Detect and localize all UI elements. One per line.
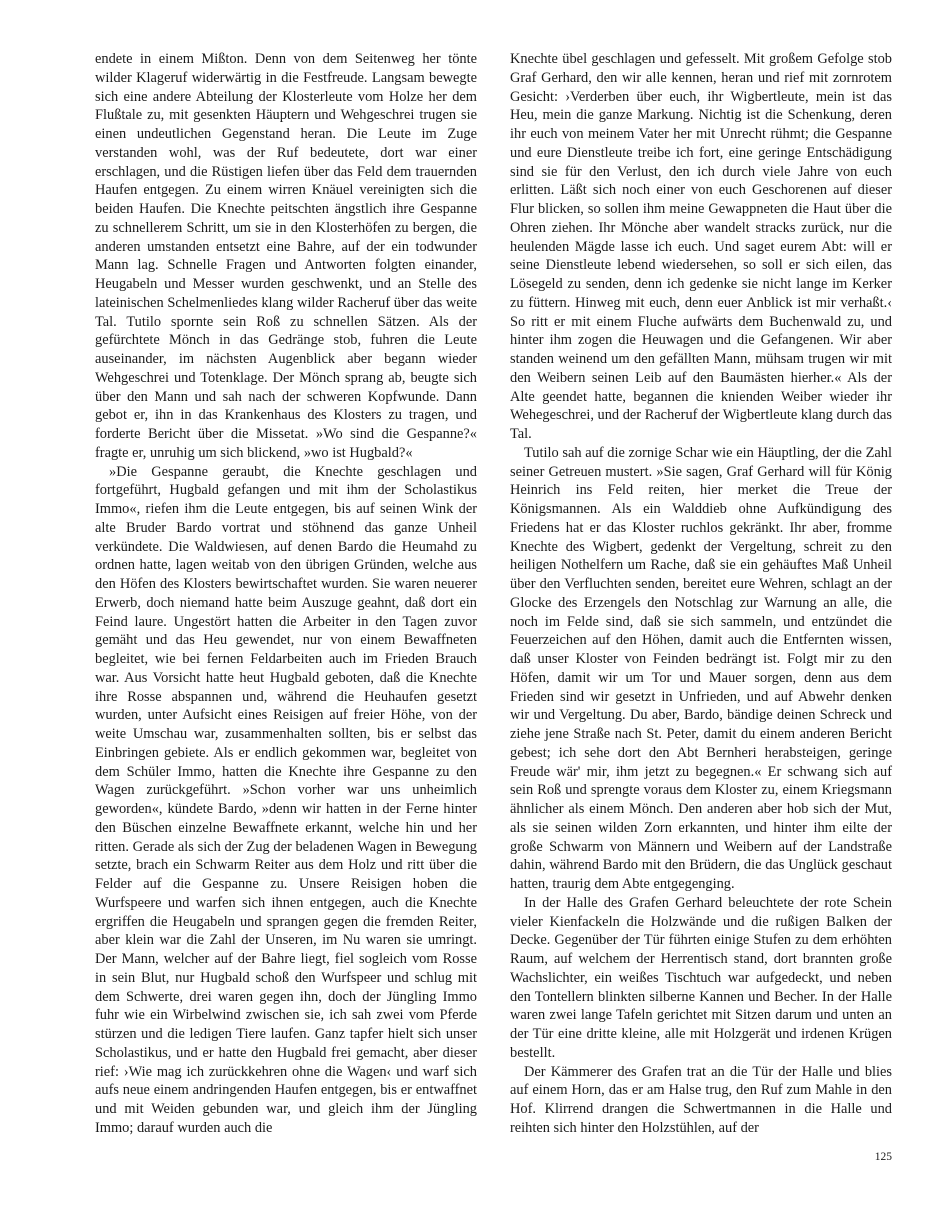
left-column [95,50,477,1138]
paragraph: Der Kämmerer des Grafen trat an die Tür der Halle und blies auf einem Horn, das er am Halse trug, den Ruf zum Mahle in den Hof. Klirrend drangen die Schwertmannen in die Halle und reihten sich hinter den Holzstühlen, auf der [510,1063,892,1136]
paragraph: Tutilo sah auf die zornige Schar wie ein Häuptling, der die Zahl seiner Getreuen mustert. »Sie sagen, Graf Gerhard will für König Heinrich ins Feld reiten, hier merket die Treue der Königsmannen. Als ein Walddieb ohne Aufkündigung des Friedens hat er das Kloster ruchlos gekränkt. Ihr aber, fromme Knechte des Wigbert, gedenkt der Vergeltung, schreit zu den heiligen Nothelfern um Rache, daß sie ein gehäuftes Maß Unheil über den Verfluchten senden, bereitet eure Wehren, schlagt an der Glocke des Erzengels den Notschlag zur Warnung an alle, die noch im Felde sind, daß sie sich sammeln, und entzündet die Feuerzeichen auf den Höhen, damit auch die Entfernten wissen, daß unser Kloster von Feinden bedrängt ist. Folgt mir zu den Höfen, damit wir um Tor und Mauer sorgen, denn aus dem Frieden sind wir gesetzt in Unfrieden, und auf Abwehr denken wir und Vergeltung. Du aber, Bardo, bändige deinen Schreck und ziehe jene Straße nach St. Peter, damit du einem anderen Bericht gebest; ich sehe dort den Abt Bernheri herabsteigen, geringe Freude wär' mir, ihm jetzt zu begegnen.« Er schwang sich auf sein Roß und sprengte voraus dem Kloster zu, einem Kriegsmann ähnlicher als einem Mönch. Den anderen aber hob sich der Mut, als sie seinen wilden Zorn erkannten, und hinter ihm eilte der große Schwarm von Männern und Weibern auf der Landstraße dahin, während Bardo mit den Brüdern, die das Unglück geschaut hatten, traurig dem Abte entgegenging. [510,444,892,892]
paragraph: Knechte übel geschlagen und gefesselt. Mit großem Gefolge stob Graf Gerhard, den wir alle kennen, heran und rief mit zornrotem Gesicht: ›Verderben über euch, ihr Wigbertleute, mein ist das Heu, mein die ganze Markung. Nichtig ist die Schenkung, deren ihr euch von meinem Vater her mit Unrecht rühmt; die Gespanne und eure Dienstleute treibe ich fort, eine geringe Entschädigung sind sie für den Verlust, den ich durch viele Jahre von euch erlitten. Läßt sich noch einer von euch Geschorenen auf dieser Flur blicken, so sollen ihm meine Gewappneten die Haut über die Ohren ziehen. Ihr Mönche aber wandelt stracks zurück, nur die heulenden Mägde lasse ich euch. Und saget eurem Abt: will er seine Dienstleute lebend wiedersehen, so soll er sich eilen, das Lösegeld zu senden, denn ich gedenke sie nicht lange im Kerker zu füttern. Hinweg mit euch, denn euer Anblick ist mir verhaßt.‹ So ritt er mit einem Fluche aufwärts dem Buchenwald zu, und hinter ihm zogen die Heuwagen und die Gefangenen. Wir aber standen weinend um den gefällten Mann, mühsam trugen wir mit den Weibern seinen Leib auf den Baumästen hierher.« Als der Alte geendet hatte, begannen die knienden Weiber wieder ihr Wehegeschrei, und der Racheruf der Wigbertleute klang durch das Tal. [510,51,892,442]
paragraph: endete in einem Mißton. Denn von dem Seitenweg her tönte wilder Klageruf widerwärtig in die Festfreude. Langsam bewegte sich eine andere Abteilung der Klosterleute vom Holze her dem Flußtale zu, mit gesenkten Häuptern und Wehgeschrei trugen sie einen undeutlichen Gegenstand heran. Die Leute im Zuge verstanden wohl, was der Ruf bedeutete, dort war einer erschlagen, und die Rüstigen liefen über das Feld dem trauernden Haufen entgegen. Zu einem wirren Knäuel vereinigten sich die beiden Haufen. Die Knechte peitschten ängstlich ihre Gespanne zu schnellerem Schritt, um sie in den Klosterhöfen zu bergen, die anderen umstanden entsetzt eine Bahre, auf der ein todwunder Mann lag. Schnelle Fragen und Antworten folgten einander, Heugabeln und Messer wurden geschwenkt, und an Stelle des lateinischen Schelmenliedes klang wilder Racheruf über das weite Tal. Tutilo spornte sein Roß zu schnellen Sätzen. Als der gefürchtete Mönch in das Gedränge stob, fuhren die Leute auseinander, im nächsten Augenblick aber begann wieder Wehgeschrei und Totenklage. Der Mönch sprang ab, beugte sich über den Mann und sah nach der schweren Kopfwunde. Dann gebot er, ihn in das Krankenhaus des Klosters zu tragen, und forderte Bericht über die Missetat. »Wo sind die Gespanne?« fragte er, unruhig um sich blickend, »wo ist Hugbald?« [95,51,477,461]
paragraph: »Die Gespanne geraubt, die Knechte geschlagen und fortgeführt, Hugbald gefangen und mit ihm der Scholastikus Immo«, riefen ihm die Leute entgegen, bis auf seinen Wink der alte Bruder Bardo vortrat und stöhnend das ganze Unheil verkündete. Die Waldwiesen, auf denen Bardo die Heumahd zu ordnen hatte, lagen weitab von den übrigen Gründen, welche aus den Höfen des Klosters bewirtschaftet wurden. Sie waren neuerer Erwerb, doch niemand hatte beim Auszuge geahnt, daß dort ein Feind laure. Ungestört hatten die Arbeiter in den Tagen zuvor gemäht und das Heu gewendet, nur von einem Bewaffneten begleitet, wie bei fernen Feldarbeiten auch im Frieden Brauch war. Aus Vorsicht hatte heut Hugbald geboten, daß die Knechte ihre Rosse abspannen und, während die Heuhaufen gesetzt wurden, unter Aufsicht eines Reisigen auf freier Höhe, von der weite Umschau war, zusammenhalten sollten, bis er selbst das Einbringen gebiete. Als er endlich gekommen war, begleitet von dem Schüler Immo, hatten die Knechte ihre Gespanne zu den Wagen zurückgeführt. »Schon vorher war uns unheimlich geworden«, kündete Bardo, »denn wir hatten in der Ferne hinter den Büschen einzelne Bewaffnete erkannt, welche hin und her ritten. Gerade als sich der Zug der beladenen Wagen in Bewegung setzte, brach ein Schwarm Reiter aus dem Holz und ritt über die Felder auf die Gespanne zu. Unsere Reisigen hoben die Wurfspeere und warfen sich ihnen entgegen, auch die Knechte ergriffen die Heugabeln und sprangen gegen die fremden Reiter, aber klein war die Zahl der Unseren, im Nu waren sie umringt. Der Mann, welcher auf der Bahre liegt, fiel sogleich vom Rosse in sein Blut, nur Hugbald schoß den Wurfspeer und schlug mit dem Schwerte, drei waren gegen ihn, doch der Jüngling Immo fuhr wie ein Wirbelwind zwischen sie, ich sah zwei vom Pferde stürzen und die ledigen Tiere laufen. Ganz tapfer hielt sich unser Scholastikus, und er hatte den Hugbald frei gemacht, aber dieser rief: ›Wie mag ich zurückkehren ohne die Wagen‹ und warf sich aufs neue einem andringenden Haufen entgegen, bis er entwaffnet und mit Weiden gebunden war, und gleich ihm der Jüngling Immo; darauf wurden auch die [95,463,477,1136]
paragraph: In der Halle des Grafen Gerhard beleuchtete der rote Schein vieler Kienfackeln die Holzwände und die rußigen Balken der Decke. Gegenüber der Tür führten einige Stufen zu dem erhöhten Raum, auf welchem der Herrentisch stand, dort brannten große Wachslichter, ein weißes Tischtuch war aufgedeckt, und neben den Tontellern blinkten silberne Kannen und Becher. In der Halle waren zwei lange Tafeln gerichtet mit Sitzen darum und unten an der Tür eine dritte kleine, alle mit Holzgerät und irdenen Krügen bestellt. [510,894,892,1061]
right-column [510,50,892,1138]
page-number: 125 [874,1151,892,1163]
